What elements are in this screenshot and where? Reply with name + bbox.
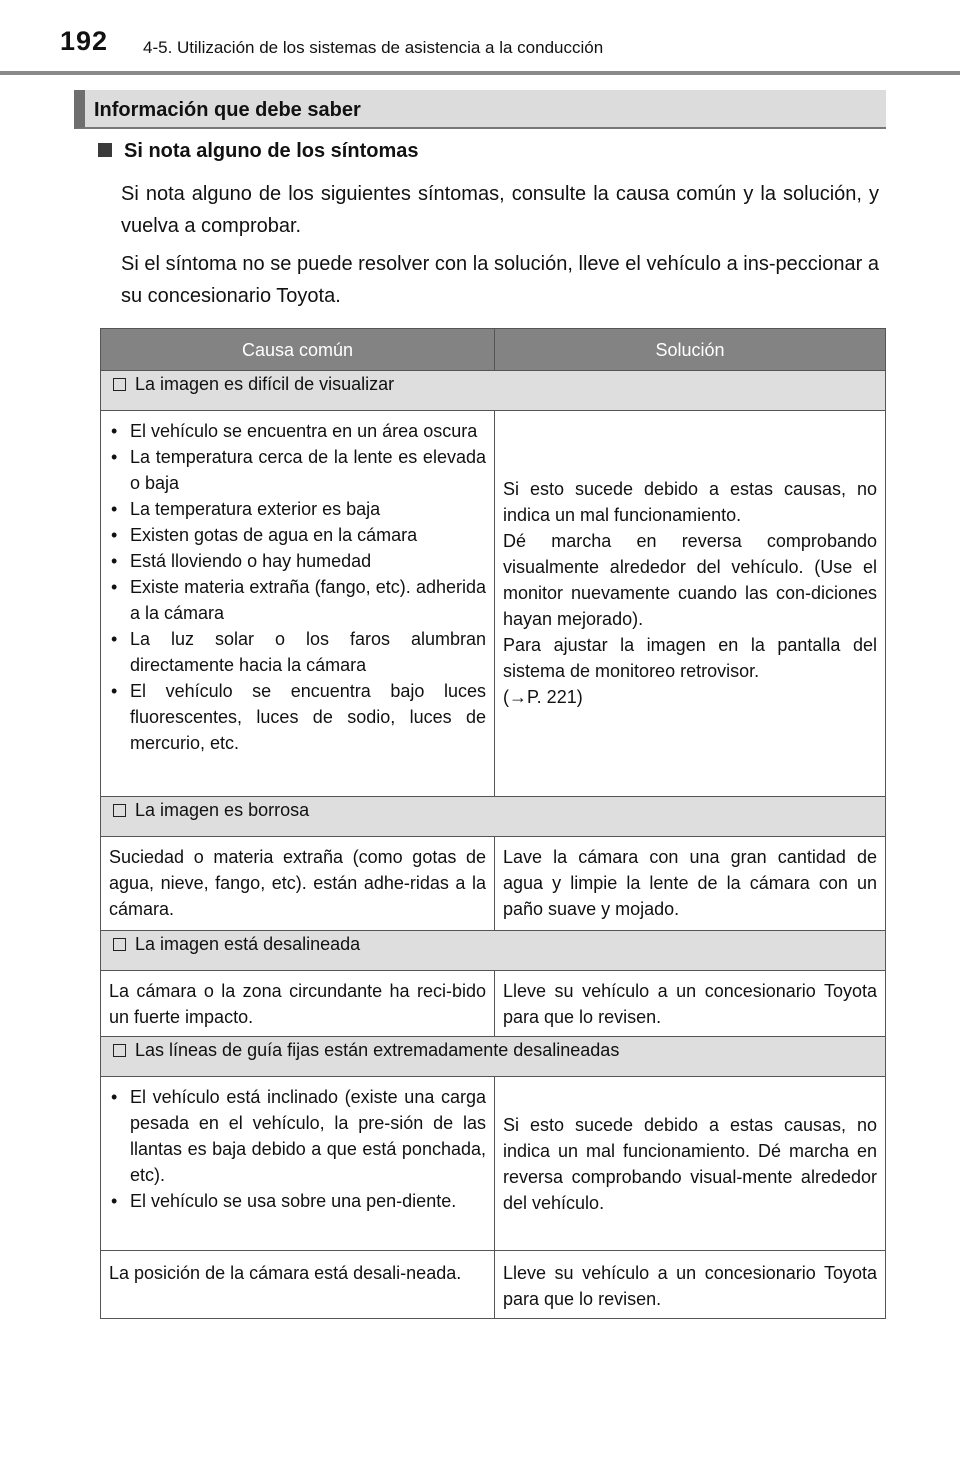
column-header-cause: Causa común	[101, 329, 495, 371]
list-item: • Está lloviendo o hay humedad	[109, 548, 486, 574]
cause-list	[109, 1084, 486, 1214]
group-title-cell	[101, 1037, 886, 1077]
cause-cell	[101, 411, 495, 797]
info-box-title: Información que debe saber	[94, 99, 361, 121]
list-item: • El vehículo se encuentra en un área oscura	[109, 418, 486, 444]
list-item: • El vehículo se encuentra bajo luces fluorescentes, luces de sodio, luces de mercurio, etc.	[109, 678, 486, 756]
solution-cell: Lave la cámara con una gran cantidad de agua y limpie la lente de la cámara con un paño suave y mojado.	[495, 837, 886, 931]
table-header-row	[101, 329, 886, 371]
table-group-row	[101, 1037, 886, 1077]
checkbox-square-icon	[113, 938, 126, 951]
group-title: La imagen está desalineada	[135, 934, 361, 954]
cause-cell: Suciedad o materia extraña (como gotas de agua, nieve, fango, etc). están adhe-ridas a la cámara.	[101, 837, 495, 931]
header-divider	[0, 71, 960, 75]
info-box	[74, 90, 886, 129]
checkbox-square-icon	[113, 1044, 126, 1057]
solution-text: Para ajustar la imagen en la pantalla del sistema de monitoreo retrovisor.	[503, 635, 877, 681]
solution-text: Dé marcha en reversa comprobando visualmente alrededor del vehículo. (Use el monitor nuevamente cuando las con-diciones hayan mejorado).	[503, 531, 877, 629]
instruction-paragraph: Si el síntoma no se puede resolver con la solución, lleve el vehículo a ins-peccionar a su concesionario Toyota.	[121, 253, 879, 307]
solution-cell: Lleve su vehículo a un concesionario Toyota para que lo revisen.	[495, 971, 886, 1037]
table-row	[101, 1077, 886, 1251]
cause-cell	[101, 1077, 495, 1251]
checkbox-square-icon	[113, 804, 126, 817]
group-title: La imagen es difícil de visualizar	[135, 374, 395, 394]
list-item: • Existen gotas de agua en la cámara	[109, 522, 486, 548]
group-title-cell	[101, 797, 886, 837]
list-item: • Existe materia extraña (fango, etc). adherida a la cámara	[109, 574, 486, 626]
section-title: 4-5. Utilización de los sistemas de asistencia a la conducción	[143, 38, 604, 57]
subsection-heading-text: Si nota alguno de los síntomas	[124, 140, 419, 162]
table-group-row	[101, 797, 886, 837]
list-item: • La luz solar o los faros alumbran directamente hacia la cámara	[109, 626, 486, 678]
table-row	[101, 971, 886, 1037]
group-title-cell	[101, 371, 886, 411]
table-group-row	[101, 931, 886, 971]
cause-cell: La posición de la cámara está desali-neada.	[101, 1251, 495, 1319]
cause-cell: La cámara o la zona circundante ha reci-bido un fuerte impacto.	[101, 971, 495, 1037]
page-reference: (→P. 221)	[503, 687, 583, 707]
solution-cell: Si esto sucede debido a estas causas, no indica un mal funcionamiento. Dé marcha en reversa comprobando visual-mente alrededor del vehículo.	[495, 1077, 886, 1251]
table-group-row	[101, 371, 886, 411]
table-row	[101, 1251, 886, 1319]
group-title-cell	[101, 931, 886, 971]
square-bullet-icon	[98, 143, 112, 157]
solution-text: Si esto sucede debido a estas causas, no indica un mal funcionamiento.	[503, 479, 877, 525]
column-header-solution: Solución	[495, 329, 886, 371]
list-item: • La temperatura cerca de la lente es elevada o baja	[109, 444, 486, 496]
list-item: • El vehículo se usa sobre una pen-diente.	[109, 1188, 486, 1214]
group-title: Las líneas de guía fijas están extremadamente desalineadas	[135, 1040, 620, 1060]
group-title: La imagen es borrosa	[135, 800, 310, 820]
cause-list	[109, 418, 486, 756]
solution-cell: Lleve su vehículo a un concesionario Toyota para que lo revisen.	[495, 1251, 886, 1319]
list-item: • La temperatura exterior es baja	[109, 496, 486, 522]
page-header	[0, 0, 960, 74]
subsection-heading	[98, 140, 418, 163]
table-row	[101, 411, 886, 797]
list-item: • El vehículo está inclinado (existe una carga pesada en el vehículo, la pre-sión de las llantas es baja debido a que está ponchada, etc).	[109, 1084, 486, 1188]
table-row	[101, 837, 886, 931]
checkbox-square-icon	[113, 378, 126, 391]
solution-cell	[495, 411, 886, 797]
page-number: 192	[60, 26, 109, 56]
intro-paragraph: Si nota alguno de los siguientes síntomas, consulte la causa común y la solución, y vuelva a comprobar.	[121, 183, 879, 237]
troubleshooting-table	[100, 328, 886, 1319]
